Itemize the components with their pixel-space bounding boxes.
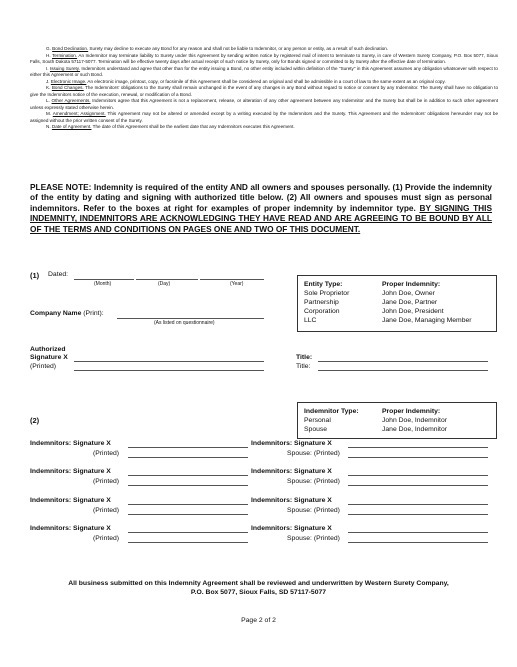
authorized-signature-label: Signature X [30, 354, 68, 361]
indemnitor-printed-field[interactable] [128, 514, 248, 515]
title-field[interactable] [318, 361, 488, 362]
title-label: Title: [296, 354, 313, 361]
dated-label: Dated: [48, 271, 69, 278]
month-caption: (Month) [94, 281, 112, 287]
term-h: H. Termination. An Indemnitor may terminate liability to Surety under this Agreement by sending written notice by registered mail of intent to terminate to Surety, in care of Western Surety Company, P.O. Box 5077, Sioux Falls, South Dakota 57117-5077. Termination will be effective twenty days after actual receipt of such notice by Surety, only for Bonds signed or committed to by Surety after the effective date of termination. [30, 52, 499, 64]
proper-indemnity-cell: Jane Doe, Partner [382, 299, 438, 306]
term-i: I. Issuing Surety. Indemnitors understand and agree that other than for the entity issuing a Bond, no other entity included within definition of the "Surety" in this Agreement assumes any obligation whatsoever with respect to either this Agreement or such Bond. [30, 65, 498, 77]
indemnitor-printed-field[interactable] [128, 485, 248, 486]
indemnitor-signature-label: Indemnitors: Signature X [30, 525, 111, 532]
acknowledgement-underlined: BY SIGNING THIS INDEMNITY, INDEMNITORS ARE ACKNOWLEDGING THEY HAVE READ AND ARE AGREEING TO BE BOUND BY ALL OF THE TERMS AND CONDITIONS ON PAGES ONE AND TWO OF THIS DOCUMENT. [30, 202, 493, 234]
please-note: PLEASE NOTE: Indemnity is required of the entity AND all owners and spouses personally. (1) Provide the indemnity of the entity by dating and signing with authorized title below. (2) All owners and spouses must sign as personal indemnitors. Refer to the boxes at right for examples of proper indemnity by indemnitor type. BY SIGNING THIS INDEMNITY, INDEMNITORS ARE ACKNOWLEDGING THEY HAVE READ AND ARE AGREEING TO BE BOUND BY ALL OF THE TERMS AND CONDITIONS ON PAGES ONE AND TWO OF THIS DOCUMENT. [30, 182, 493, 234]
month-field[interactable] [74, 279, 134, 280]
spouse-signature-field[interactable] [348, 504, 488, 505]
indemnitor-signature-field[interactable] [128, 532, 248, 533]
day-caption: (Day) [158, 281, 171, 287]
spouse-signature-label: Indemnitors: Signature X [251, 497, 332, 504]
indemnitor-printed-label: (Printed) [93, 535, 120, 542]
spouse-printed-field[interactable] [348, 457, 488, 458]
indemnitor-type-cell: Spouse [304, 426, 328, 433]
term-k: K. Bond Changes. The Indemnitors' obligations to the Surety shall remain unchanged in the event of any changes in any Bond without regard to notice or consent by any Indemnitor. The Surety shall have no obligation to give the Indemnitors notice of the execution, renewal, or modification of a Bond. [30, 85, 498, 97]
entity-type-cell: Corporation [304, 308, 340, 315]
spouse-signature-label: Indemnitors: Signature X [251, 440, 332, 447]
indemnitor-signature-field[interactable] [128, 504, 248, 505]
indemnitor-type-box [297, 402, 497, 439]
proper-indemnity-cell: John Doe, Owner [382, 290, 435, 297]
indemnitor-signature-label: Indemnitors: Signature X [30, 440, 111, 447]
spouse-signature-label: Indemnitors: Signature X [251, 468, 332, 475]
indemnitor-signature-label: Indemnitors: Signature X [30, 468, 111, 475]
proper-indemnity-cell: Jane Doe, Managing Member [382, 317, 472, 324]
authorized-signature-field[interactable] [74, 361, 264, 362]
authorized-printed-field[interactable] [74, 370, 264, 371]
term-n: N. Date of Agreement. The date of this Agreement shall be the earliest date that any Indemnitors executes this Agreement. [46, 124, 295, 130]
term-g: G. Bond Declination. Surety may decline to execute any Bond for any reason and shall not be liable to Indemnitor, or any person or entity, as a result of such declination. [46, 46, 389, 51]
indemnitor-type-cell: Personal [304, 417, 331, 424]
proper-indemnity-header: Proper Indemnity: [382, 281, 441, 288]
proper-indemnity-cell: John Doe, Indemnitor [382, 417, 447, 424]
indemnitor-printed-label: (Printed) [93, 507, 120, 514]
term-m: M. Amendment; Assignment. This Agreement may not be altered or amended except by a writing executed by the Indemnitors and the Surety. This Agreement and the Indemnitors' obligations hereunder may not be assigned without the prior written consent of the Surety. [30, 111, 499, 123]
footer-line-1: All business submitted on this Indemnity Agreement shall be reviewed and underwritten by Western Surety Company, [68, 580, 449, 587]
underwriting-footer [40, 579, 477, 597]
entity-type-cell: LLC [304, 317, 317, 324]
year-field[interactable] [200, 279, 264, 280]
listed-note: (As listed on questionnaire) [154, 320, 215, 326]
spouse-printed-field[interactable] [348, 485, 488, 486]
authorized-label: Authorized [30, 346, 66, 353]
spouse-printed-label: Spouse: (Printed) [287, 450, 340, 457]
indemnitor-printed-label: (Printed) [93, 478, 120, 485]
entity-type-cell: Sole Proprietor [304, 290, 350, 297]
spouse-printed-field[interactable] [348, 542, 488, 543]
proper-indemnity-cell: John Doe, President [382, 308, 444, 315]
section-2-number: (2) [30, 416, 40, 425]
spouse-printed-label: Spouse: (Printed) [287, 478, 340, 485]
day-field[interactable] [136, 279, 198, 280]
term-l: L. Other Agreements. Indemnitors agree that this Agreement is not a replacement, release, or alteration of any other agreement between any Indemnitor and the Surety but shall be in addition to such other agreement unless expressly stated otherwise herein. [30, 98, 498, 110]
spouse-signature-field[interactable] [348, 447, 488, 448]
terms-section [30, 46, 498, 131]
indemnitor-printed-field[interactable] [128, 457, 248, 458]
indemnitor-type-header: Indemnitor Type: [304, 408, 359, 415]
section-1-number: (1) [30, 271, 40, 280]
proper-indemnity-header: Proper Indemnity: [382, 408, 441, 415]
footer-line-2: P.O. Box 5077, Sioux Falls, SD 57117-5077 [190, 589, 327, 597]
spouse-printed-label: Spouse: (Printed) [287, 535, 340, 542]
spouse-signature-label: Indemnitors: Signature X [251, 525, 332, 532]
indemnitor-printed-label: (Printed) [93, 450, 120, 457]
authorized-printed-label: (Printed) [30, 363, 57, 370]
spouse-signature-field[interactable] [348, 475, 488, 476]
spouse-printed-field[interactable] [348, 514, 488, 515]
company-name-field[interactable] [117, 318, 264, 319]
indemnitor-signature-label: Indemnitors: Signature X [30, 497, 111, 504]
indemnitor-printed-field[interactable] [128, 542, 248, 543]
spouse-printed-label: Spouse: (Printed) [287, 507, 340, 514]
spouse-signature-field[interactable] [348, 532, 488, 533]
indemnitor-signature-field[interactable] [128, 475, 248, 476]
title-printed-field[interactable] [318, 370, 488, 371]
term-j: J. Electronic Image. An electronic image, printout, copy, or facsimile of this Agreement shall be considered an original and shall be admissible in a court of law to the same extent as an original copy. [46, 78, 446, 84]
entity-type-header: Entity Type: [304, 281, 343, 288]
title-printed-label: Title: [296, 363, 311, 370]
company-name-label: Company Name (Print): [30, 310, 104, 317]
indemnitor-signature-field[interactable] [128, 447, 248, 448]
year-caption: (Year) [230, 281, 244, 287]
entity-type-cell: Partnership [304, 299, 339, 306]
page-number: Page 2 of 2 [241, 617, 276, 624]
entity-type-box [297, 275, 497, 332]
proper-indemnity-cell: Jane Doe, Indemnitor [382, 426, 447, 433]
